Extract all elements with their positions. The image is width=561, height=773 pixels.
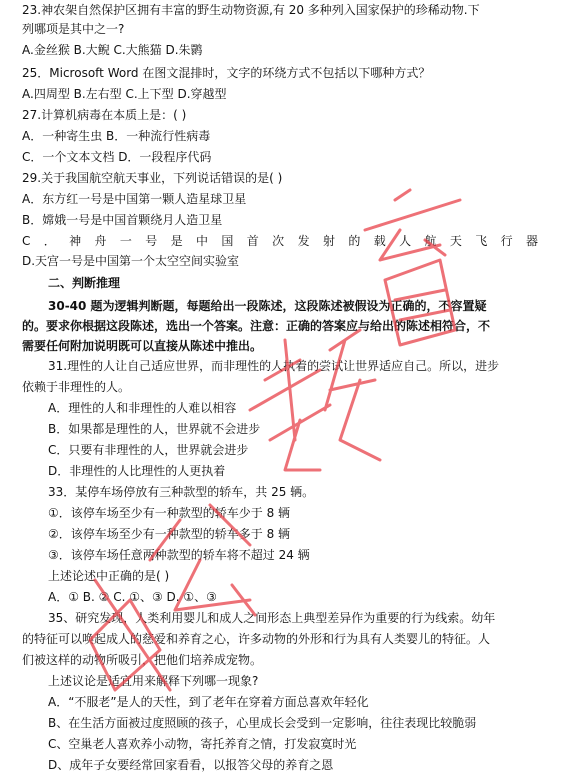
instruction-line-2: 的。要求你根据这段陈述，选出一个答案。注意：正确的答案应与给出的陈述相符合，不 (22, 319, 491, 333)
question-23-line-1: 23.神农架自然保护区拥有丰富的野生动物资源,有 20 多种列入国家保护的珍稀动物.下 (22, 3, 480, 17)
question-27: 27.计算机病毒在本质上是：( ) (22, 108, 187, 122)
question-35-prompt: 上述议论是适宜用来解释下列哪一现象? (48, 674, 259, 688)
question-29-option-d: D.天宫一号是中国第一个太空空间实验室 (22, 254, 240, 268)
question-33-prompt: 上述论述中正确的是( ) (48, 569, 170, 583)
question-31-option-d: D．非理性的人比理性的人更执着 (48, 464, 226, 478)
question-27-options-cd: C．一个文本文档 D．一段程序代码 (22, 150, 212, 164)
question-25-options: A.四周型 B.左右型 C.上下型 D.穿越型 (22, 87, 227, 101)
question-35-option-c: C、空巢老人喜欢养小动物，寄托养育之情，打发寂寞时光 (48, 737, 357, 751)
question-23-line-2: 列哪项是其中之一? (22, 22, 125, 36)
question-29: 29.关于我国航空航天事业，下列说话错误的是( ) (22, 171, 283, 185)
question-35-option-a: A．“不服老”是人的天性，到了老年在穿着方面总喜欢年轻化 (48, 695, 369, 709)
question-29-option-a: A．东方红一号是中国第一颗人造星球卫星 (22, 192, 247, 206)
question-31-line-2: 依赖于非理性的人。 (22, 380, 131, 394)
question-31-option-c: C．只要有非理性的人，世界就会进步 (48, 443, 249, 457)
question-35-option-b: B、在生活方面被过度照顾的孩子，心里成长会受到一定影响，往往表现比较脆弱 (48, 716, 477, 730)
question-33-options: A．① B. ② C. ①、③ D. ①、③ (48, 590, 217, 604)
question-35-line-2: 的特征可以唤起成人的慈爱和养育之心，许多动物的外形和行为具有人类婴儿的特征。人 (22, 632, 491, 646)
question-35-line-3: 们被这样的动物所吸引，把他们培养成宠物。 (22, 653, 263, 667)
question-35-line-1: 35、研究发现，人类利用婴儿和成人之间形态上典型差异作为重要的行为线索。幼年 (48, 611, 496, 625)
question-27-options-ab: A．一种寄生虫 B．一种流行性病毒 (22, 129, 211, 143)
instruction-line-3: 需要任何附加说明既可以直接从陈述中推出。 (22, 339, 263, 353)
question-33: 33．某停车场停放有三种款型的轿车，共 25 辆。 (48, 485, 315, 499)
question-33-statement-1: ①．该停车场至少有一种款型的轿车少于 8 辆 (48, 506, 291, 520)
question-35-option-d: D、成年子女要经常回家看看，以报答父母的养育之恩 (48, 758, 334, 772)
question-33-statement-2: ②．该停车场至少有一种款型的轿车多于 8 辆 (48, 527, 291, 541)
question-31-line-1: 31.理性的人让自己适应世界，而非理性的人执着的尝试让世界适应自己。所以，进步 (48, 359, 500, 373)
instruction-line-1: 30-40 题为逻辑判断题，每题给出一段陈述，这段陈述被假设为正确的，不容置疑 (48, 299, 487, 313)
question-23-options: A.金丝猴 B.大鲵 C.大熊猫 D.朱鹮 (22, 43, 203, 57)
question-29-option-c: C．神舟一号是中国首次发射的载人航天飞行器 (22, 234, 539, 248)
section-heading: 二、判断推理 (48, 276, 121, 290)
question-31-option-b: B．如果都是理性的人，世界就不会进步 (48, 422, 261, 436)
question-29-option-b: B．嫦娥一号是中国首颗绕月人造卫星 (22, 213, 223, 227)
question-25: 25．Microsoft Word 在图文混排时，文字的环绕方式不包括以下哪种方式？ (22, 66, 431, 80)
question-33-statement-3: ③．该停车场任意两种款型的轿车将不超过 24 辆 (48, 548, 310, 562)
question-31-option-a: A．理性的人和非理性的人难以相容 (48, 401, 237, 415)
